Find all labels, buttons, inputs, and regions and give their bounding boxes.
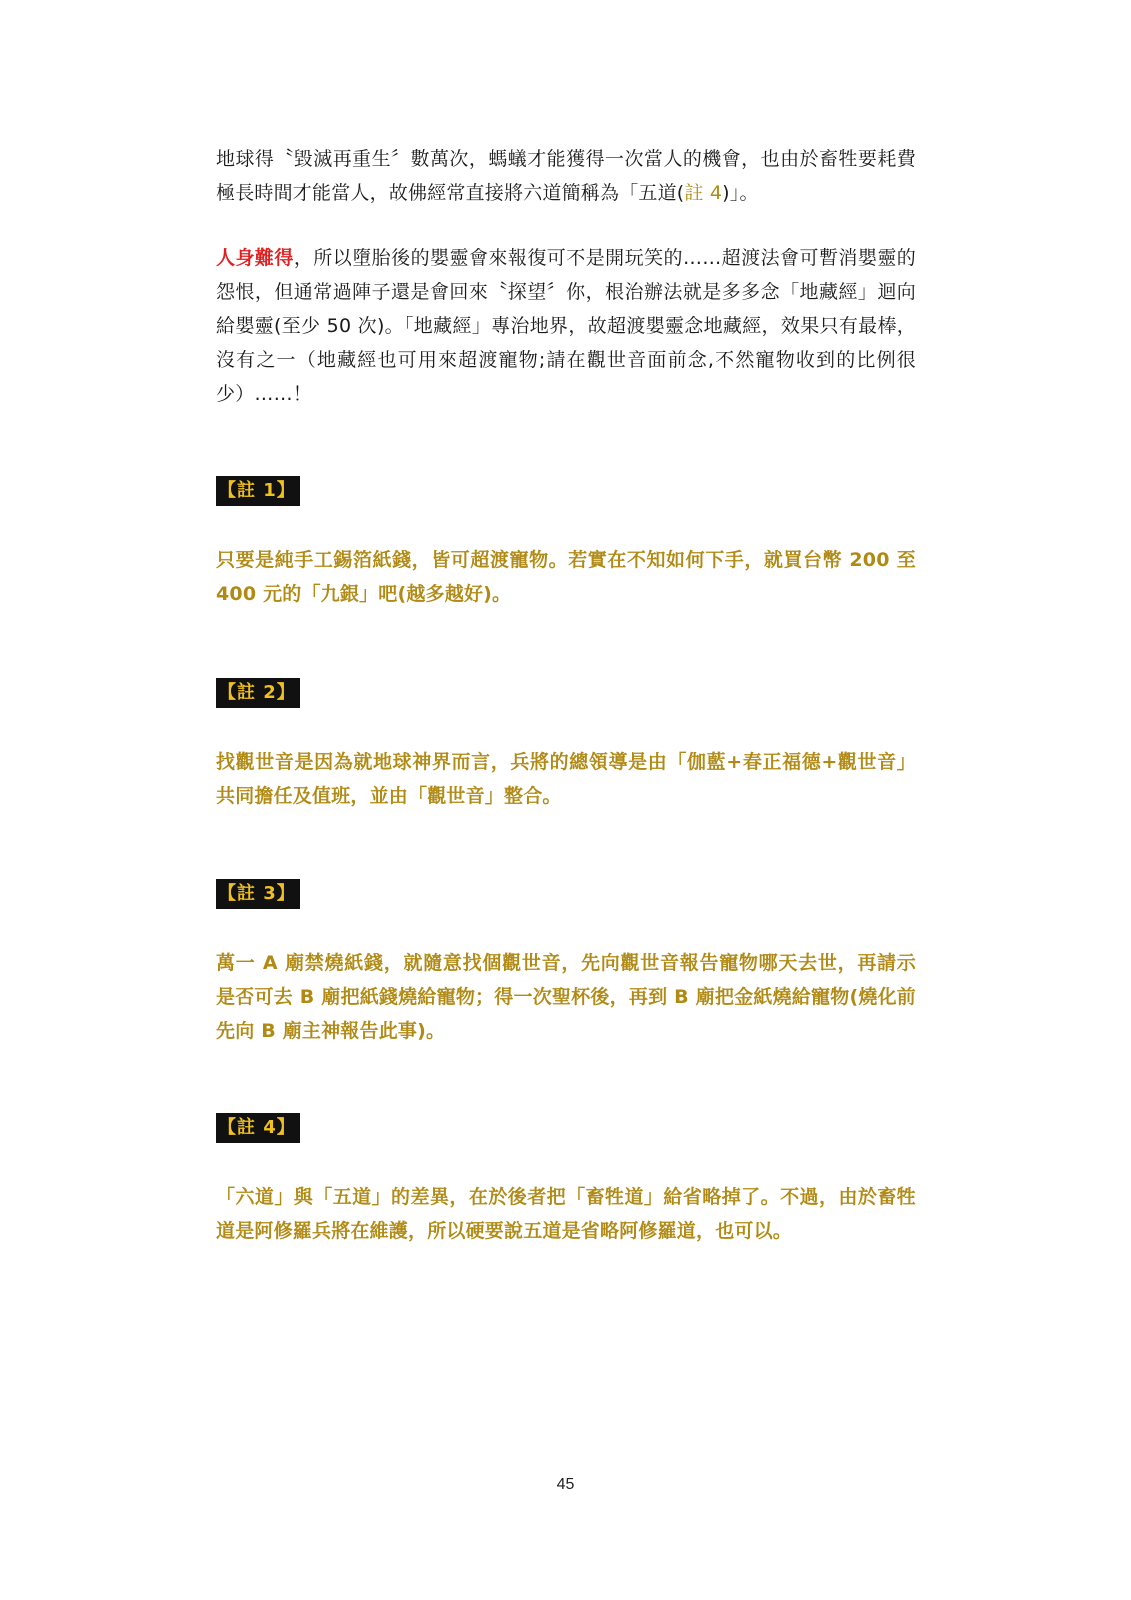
body-paragraph-2-text: ，所以墮胎後的嬰靈會來報復可不是開玩笑的……超渡法會可暫消嬰靈的怨恨，但通常過陣子還是會回來〝探望〞你，根治辦法就是多多念「地藏經」迴向給嬰靈(至少 50 次)。「地藏經」專治地界，故超渡嬰靈念地藏經，效果只有最棒，沒有之一（地藏經也可用來超渡寵物;請在觀世音面前念,不然寵物收到的比例很少）……！ [216, 247, 916, 405]
note-label-3: 【註 3】 [216, 879, 300, 909]
note-text-2: 找觀世音是因為就地球神界而言，兵將的總領導是由「伽藍+春正福德+觀世音」共同擔任及值班，並由「觀世音」整合。 [216, 751, 916, 807]
note-text-3: 萬一 A 廟禁燒紙錢，就隨意找個觀世音，先向觀世音報告寵物哪天去世，再請示是否可去 B 廟把紙錢燒給寵物；得一次聖杯後，再到 B 廟把金紙燒給寵物(燒化前先向 B 廟主神報告此事)。 [216, 952, 916, 1042]
page-number: 45 [556, 1476, 575, 1493]
note-text-4: 「六道」與「五道」的差異，在於後者把「畜牲道」給省略掉了。不過，由於畜牲道是阿修羅兵將在維護，所以硬要說五道是省略阿修羅道，也可以。 [216, 1186, 916, 1242]
note-reference: 註 4 [684, 182, 723, 204]
body-paragraph-1-end: )」。 [722, 182, 759, 204]
note-text-1: 只要是純手工錫箔紙錢，皆可超渡寵物。若實在不知如何下手，就買台幣 200 至 400 元的「九銀」吧(越多越好)。 [216, 549, 916, 605]
note-label-1: 【註 1】 [216, 476, 300, 506]
note-label-4: 【註 4】 [216, 1113, 300, 1143]
highlight-phrase: 人身難得 [216, 247, 294, 269]
note-label-2: 【註 2】 [216, 678, 300, 708]
body-paragraph-2 [216, 241, 916, 411]
body-paragraph-1 [216, 142, 916, 210]
body-paragraph-1-text: 地球得〝毀滅再重生〞數萬次，螞蟻才能獲得一次當人的機會，也由於畜牲要耗費極長時間才能當人，故佛經常直接將六道簡稱為「五道( [216, 148, 916, 204]
